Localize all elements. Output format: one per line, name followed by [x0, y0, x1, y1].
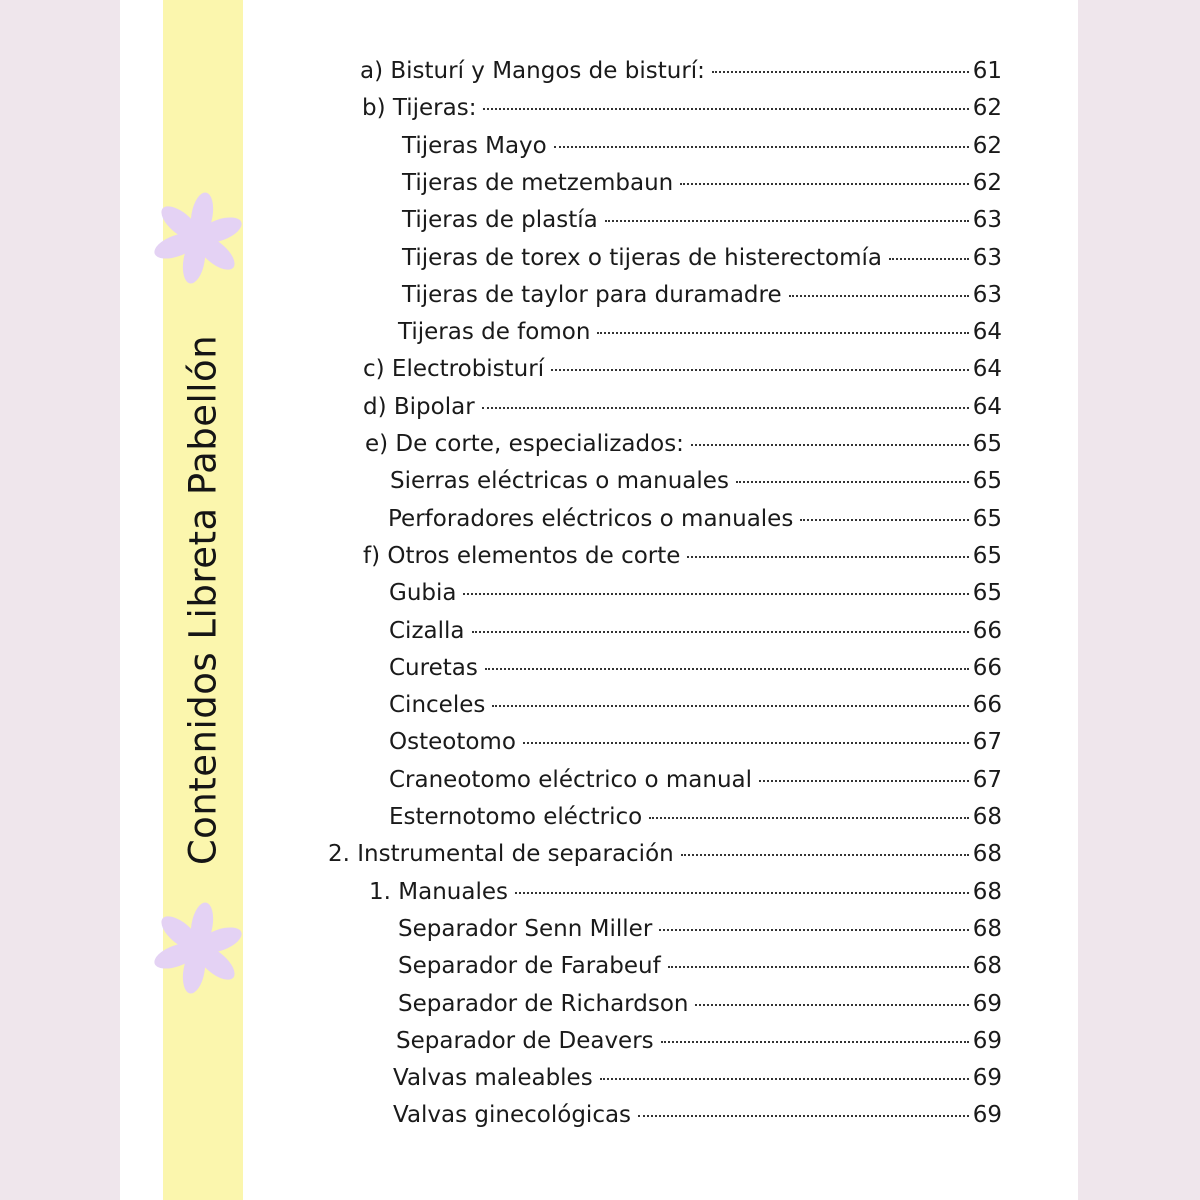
toc-leader-dots	[485, 668, 969, 670]
toc-entry[interactable]	[363, 356, 1002, 393]
toc-entry-label: Osteotomo	[389, 729, 516, 756]
toc-leader-dots	[492, 705, 969, 707]
toc-entry[interactable]	[389, 767, 1002, 804]
toc-entry-page: 64	[972, 393, 1002, 420]
toc-entry-page: 68	[972, 841, 1002, 868]
toc-leader-dots	[463, 593, 969, 595]
toc-entry-page: 67	[972, 729, 1002, 756]
toc-leader-dots	[638, 1115, 969, 1117]
toc-entry-label: Gubia	[389, 580, 457, 607]
toc-leader-dots	[889, 258, 969, 260]
toc-entry-label: Valvas ginecológicas	[393, 1102, 632, 1129]
toc-entry[interactable]	[396, 1028, 1002, 1065]
toc-entry-label: Cizalla	[389, 617, 465, 644]
toc-entry-page: 62	[972, 132, 1002, 159]
toc-entry-page: 62	[972, 169, 1002, 196]
toc-leader-dots	[680, 183, 969, 185]
flower-icon	[150, 190, 246, 286]
toc-entry[interactable]	[398, 991, 1002, 1028]
toc-entry-page: 66	[972, 654, 1002, 681]
toc-leader-dots	[659, 929, 969, 931]
toc-entry-label: Sierras eléctricas o manuales	[390, 468, 729, 495]
toc-entry-page: 68	[972, 878, 1002, 905]
toc-leader-dots	[736, 481, 969, 483]
toc-entry[interactable]	[362, 95, 1002, 132]
toc-entry[interactable]	[389, 655, 1002, 692]
toc-leader-dots	[681, 854, 969, 856]
toc-leader-dots	[668, 966, 969, 968]
toc-leader-dots	[597, 332, 969, 334]
toc-entry-label: Separador de Deavers	[396, 1027, 654, 1054]
toc-entry[interactable]	[328, 841, 1002, 878]
toc-entry-page: 66	[972, 617, 1002, 644]
toc-entry[interactable]	[398, 953, 1002, 990]
toc-leader-dots	[523, 742, 969, 744]
toc-entry-page: 65	[972, 431, 1002, 457]
toc-entry-page: 65	[972, 580, 1002, 607]
toc-entry[interactable]	[369, 879, 1002, 916]
toc-entry-label: Valvas maleables	[393, 1065, 593, 1092]
toc-entry-label: Tijeras de fomon	[398, 319, 591, 346]
toc-entry-label: 2. Instrumental de separación	[328, 841, 674, 868]
toc-entry-page: 68	[972, 953, 1002, 980]
toc-entry-label: a) Bisturí y Mangos de bisturí:	[360, 58, 705, 84]
toc-entry-label: f) Otros elementos de corte	[363, 542, 681, 569]
toc-entry[interactable]	[393, 1065, 1002, 1102]
toc-entry-label: Tijeras de taylor para duramadre	[402, 281, 782, 308]
toc-entry-page: 69	[972, 990, 1002, 1017]
toc-entry-page: 62	[972, 95, 1002, 122]
toc-entry-page: 61	[972, 58, 1002, 84]
toc-entry[interactable]	[402, 245, 1002, 282]
toc-entry-label: Craneotomo eléctrico o manual	[389, 766, 753, 793]
toc-entry[interactable]	[360, 58, 1002, 95]
toc-leader-dots	[691, 444, 969, 446]
toc-entry-label: Tijeras de metzembaun	[402, 169, 674, 196]
toc-entry-label: 1. Manuales	[369, 878, 508, 905]
toc-entry-label: Cinceles	[389, 692, 486, 719]
toc-entry-page: 69	[972, 1102, 1002, 1129]
toc-leader-dots	[687, 556, 969, 558]
toc-entry[interactable]	[402, 133, 1002, 170]
toc-entry-page: 63	[972, 207, 1002, 234]
toc-entry-page: 65	[972, 542, 1002, 569]
toc-entry-page: 65	[972, 505, 1002, 532]
toc-entry-label: Tijeras de plastía	[402, 207, 598, 234]
toc-leader-dots	[712, 71, 969, 73]
toc-entry[interactable]	[389, 692, 1002, 729]
toc-entry-label: e) De corte, especializados:	[365, 431, 684, 457]
toc-leader-dots	[554, 146, 969, 148]
toc-entry-label: Perforadores eléctricos o manuales	[388, 505, 794, 532]
toc-leader-dots	[695, 1004, 969, 1006]
toc-entry-page: 66	[972, 692, 1002, 719]
toc-entry-page: 63	[972, 281, 1002, 308]
toc-entry[interactable]	[402, 207, 1002, 244]
toc-entry[interactable]	[389, 580, 1002, 617]
toc-entry-label: b) Tijeras:	[362, 95, 477, 122]
toc-leader-dots	[482, 407, 969, 409]
toc-entry-page: 64	[972, 319, 1002, 346]
toc-entry-page: 68	[972, 804, 1002, 830]
toc-entry[interactable]	[389, 618, 1002, 655]
toc-entry-page: 69	[972, 1065, 1002, 1092]
toc-leader-dots	[472, 631, 970, 633]
toc-entry[interactable]	[398, 319, 1002, 356]
toc-entry-label: c) Electrobisturí	[363, 356, 545, 383]
toc-entry[interactable]	[388, 506, 1002, 543]
toc-entry[interactable]	[393, 1102, 1002, 1139]
toc-entry[interactable]	[402, 170, 1002, 207]
toc-entry-label: Tijeras Mayo	[402, 132, 547, 159]
toc-leader-dots	[800, 519, 969, 521]
toc-entry[interactable]	[363, 543, 1002, 580]
toc-leader-dots	[483, 108, 969, 110]
toc-leader-dots	[515, 892, 969, 894]
toc-entry[interactable]	[402, 282, 1002, 319]
toc-entry-label: Separador de Richardson	[398, 990, 689, 1017]
toc-leader-dots	[649, 817, 969, 819]
flower-icon	[150, 900, 246, 996]
toc-entry-page: 67	[972, 766, 1002, 793]
toc-leader-dots	[759, 780, 969, 782]
toc-entry-label: d) Bipolar	[363, 393, 475, 420]
toc-entry[interactable]	[398, 916, 1002, 953]
toc-entry[interactable]	[363, 394, 1002, 431]
toc-entry[interactable]	[389, 729, 1002, 766]
toc-entry[interactable]	[365, 431, 1002, 468]
toc-entry-page: 68	[972, 915, 1002, 942]
toc-entry-page: 63	[972, 244, 1002, 271]
toc-leader-dots	[661, 1041, 969, 1043]
toc-entry-label: Separador Senn Miller	[398, 915, 653, 942]
toc-leader-dots	[605, 220, 969, 222]
toc-entry-label: Separador de Farabeuf	[398, 953, 661, 980]
toc-entry[interactable]	[390, 468, 1002, 505]
toc-entry-label: Esternotomo eléctrico	[389, 804, 643, 830]
toc-leader-dots	[789, 295, 969, 297]
toc-entry[interactable]	[389, 804, 1002, 841]
toc-entry-page: 64	[972, 356, 1002, 383]
toc-entry-label: Tijeras de torex o tijeras de histerectomía	[402, 244, 882, 271]
toc-entry-page: 65	[972, 468, 1002, 495]
sidebar-title: Contenidos Libreta Pabellón	[181, 334, 225, 866]
toc-entry-page: 69	[972, 1027, 1002, 1054]
toc-leader-dots	[600, 1078, 969, 1080]
toc-entry-label: Curetas	[389, 654, 478, 681]
toc-leader-dots	[551, 369, 969, 371]
